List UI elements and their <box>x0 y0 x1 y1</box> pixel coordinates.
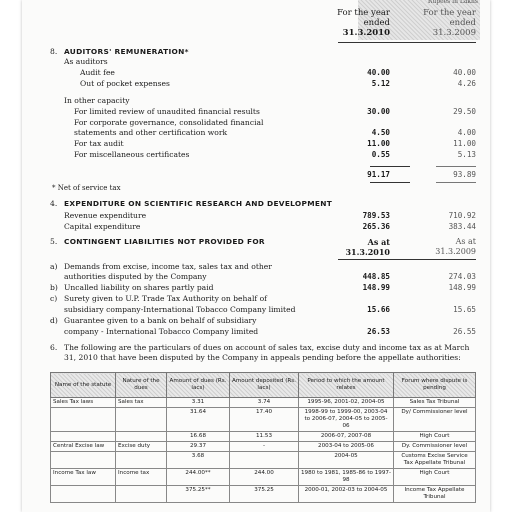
table-cell: 2004-05 <box>299 452 394 469</box>
table-cell: 2003-04 to 2005-06 <box>299 442 394 452</box>
table-cell <box>51 452 116 469</box>
table-cell: 1998-99 to 1999-00, 2003-04 to 2006-07, 2004-05 to 2005-06 <box>299 408 394 432</box>
table-cell: 375.25** <box>167 486 230 503</box>
table-cell: Income Tax Appellate Tribunal <box>394 486 476 503</box>
table-cell: 16.68 <box>167 432 230 442</box>
table-cell: Excise duty <box>116 442 167 452</box>
s8-title-row: 8. AUDITORS' REMUNERATION* <box>50 47 189 56</box>
table-cell <box>116 432 167 442</box>
table-cell: Sales Tax Tribunal <box>394 398 476 408</box>
total-rule-top-prev <box>436 166 476 167</box>
s5-as-at-current: As at 31.3.2010 <box>345 237 390 257</box>
table-row <box>51 452 476 469</box>
table-cell: Sales Tax laws <box>51 398 116 408</box>
table-cell <box>116 486 167 503</box>
table-cell: 3.31 <box>167 398 230 408</box>
table-cell <box>116 452 167 469</box>
s8-audit-fee: Audit fee 40.00 40.00 <box>80 68 476 77</box>
s5-b: b) Uncalled liability on shares partly paid 148.99 148.99 <box>50 283 476 292</box>
s5-as-at-previous: As at 31.3.2009 <box>435 237 476 256</box>
table-cell: 29.37 <box>167 442 230 452</box>
header-rule <box>338 42 476 43</box>
s5-a2: authorities disputed by the Company 448.85 274.03 <box>64 272 476 281</box>
s8-corp-gov-1: For corporate governance, consolidated financial <box>74 118 264 127</box>
table-cell: 31.64 <box>167 408 230 432</box>
s5-c2: subsidiary company-International Tobacco Company limited 15.66 15.65 <box>64 305 476 314</box>
table-cell: 17.40 <box>230 408 299 432</box>
s5-title-row: 5. CONTINGENT LIABILITIES NOT PROVIDED FOR <box>50 237 265 246</box>
table-cell: Income Tax law <box>51 469 116 486</box>
table-header-cell: Forum where dispute is pending <box>394 373 476 398</box>
table-cell: 244.00 <box>230 469 299 486</box>
s8-other-capacity: In other capacity <box>64 96 130 105</box>
table-cell: - <box>230 442 299 452</box>
table-cell: 11.53 <box>230 432 299 442</box>
s8-total: 91.17 93.89 <box>367 170 476 179</box>
s6-text: The following are the particulars of dues on account of sales tax, excise duty and income tax as at March 31, 2010 that have been disputed by the Company in appeals pending before the appellate authorities: <box>64 343 470 362</box>
s4-title-row: 4. EXPENDITURE ON SCIENTIFIC RESEARCH AND DEVELOPMENT <box>50 199 333 208</box>
table-cell: Sales tax <box>116 398 167 408</box>
document-page <box>22 0 490 512</box>
table-cell <box>51 486 116 503</box>
s5-d2: company - International Tobacco Company limited 26.53 26.55 <box>64 327 476 336</box>
table-cell: 1995-96, 2001-02, 2004-05 <box>299 398 394 408</box>
table-header-cell: Name of the statute <box>51 373 116 398</box>
table-cell <box>116 408 167 432</box>
s8-footnote: * Net of service tax <box>52 184 121 192</box>
s8-as-auditors: As auditors <box>64 57 108 66</box>
table-header-cell: Nature of the dues <box>116 373 167 398</box>
table-cell: 3.68 <box>167 452 230 469</box>
table-row <box>51 442 476 452</box>
unit-note: Rupees in Lakhs <box>427 0 478 5</box>
previous-year-header: For the year ended 31.3.2009 <box>423 8 476 38</box>
table-row <box>51 398 476 408</box>
table-header-cell: Period to which the amount relates <box>299 373 394 398</box>
table-cell <box>230 452 299 469</box>
table-header-cell: Amount of dues (Rs. lacs) <box>167 373 230 398</box>
table-cell: High Court <box>394 469 476 486</box>
s5-c1: c) Surety given to U.P. Trade Tax Authority on behalf of <box>50 294 267 303</box>
table-cell: Central Excise law <box>51 442 116 452</box>
table-cell <box>51 408 116 432</box>
s8-corp-gov-2: statements and other certification work 4.50 4.00 <box>74 128 476 137</box>
current-year-header: For the year ended 31.3.2010 <box>337 8 390 38</box>
table-cell: Dy/ Commissioner level <box>394 408 476 432</box>
table-cell: 2006-07, 2007-08 <box>299 432 394 442</box>
table-row <box>51 408 476 432</box>
table-cell: 2000-01, 2002-03 to 2004-05 <box>299 486 394 503</box>
table-cell: 1980 to 1981, 1985-86 to 1997-98 <box>299 469 394 486</box>
s8-limited-review: For limited review of unaudited financial results 30.00 29.50 <box>74 107 476 116</box>
s8-oop: Out of pocket expenses 5.12 4.26 <box>80 79 476 88</box>
table-row <box>51 432 476 442</box>
s8-tax-audit: For tax audit 11.00 11.00 <box>74 139 476 148</box>
table-row <box>51 469 476 486</box>
s4-capital: Capital expenditure 265.36 383.44 <box>64 222 476 231</box>
table-cell: High Court <box>394 432 476 442</box>
s5-d1: d) Guarantee given to a bank on behalf of subsidiary <box>50 316 257 325</box>
table-cell: Dy. Commissioner level <box>394 442 476 452</box>
table-cell: 3.74 <box>230 398 299 408</box>
s5-a1: a) Demands from excise, income tax, sales tax and other <box>50 262 272 271</box>
table-row <box>51 486 476 503</box>
s4-revenue: Revenue expenditure 789.53 710.92 <box>64 211 476 220</box>
table-header-cell: Amount deposited (Rs. lacs) <box>230 373 299 398</box>
total-rule-top <box>370 166 410 167</box>
s6-num: 6. <box>50 343 58 352</box>
s5-header-rule <box>338 259 476 260</box>
table-cell: Income tax <box>116 469 167 486</box>
table-header-row <box>51 373 476 398</box>
table-cell: 375.25 <box>230 486 299 503</box>
table-cell <box>51 432 116 442</box>
table-cell: 244.00** <box>167 469 230 486</box>
s8-misc: For miscellaneous certificates 0.55 5.13 <box>74 150 476 159</box>
disputed-dues-table <box>50 372 476 503</box>
table-cell: Customs Excise Service Tax Appellate Tribunal <box>394 452 476 469</box>
